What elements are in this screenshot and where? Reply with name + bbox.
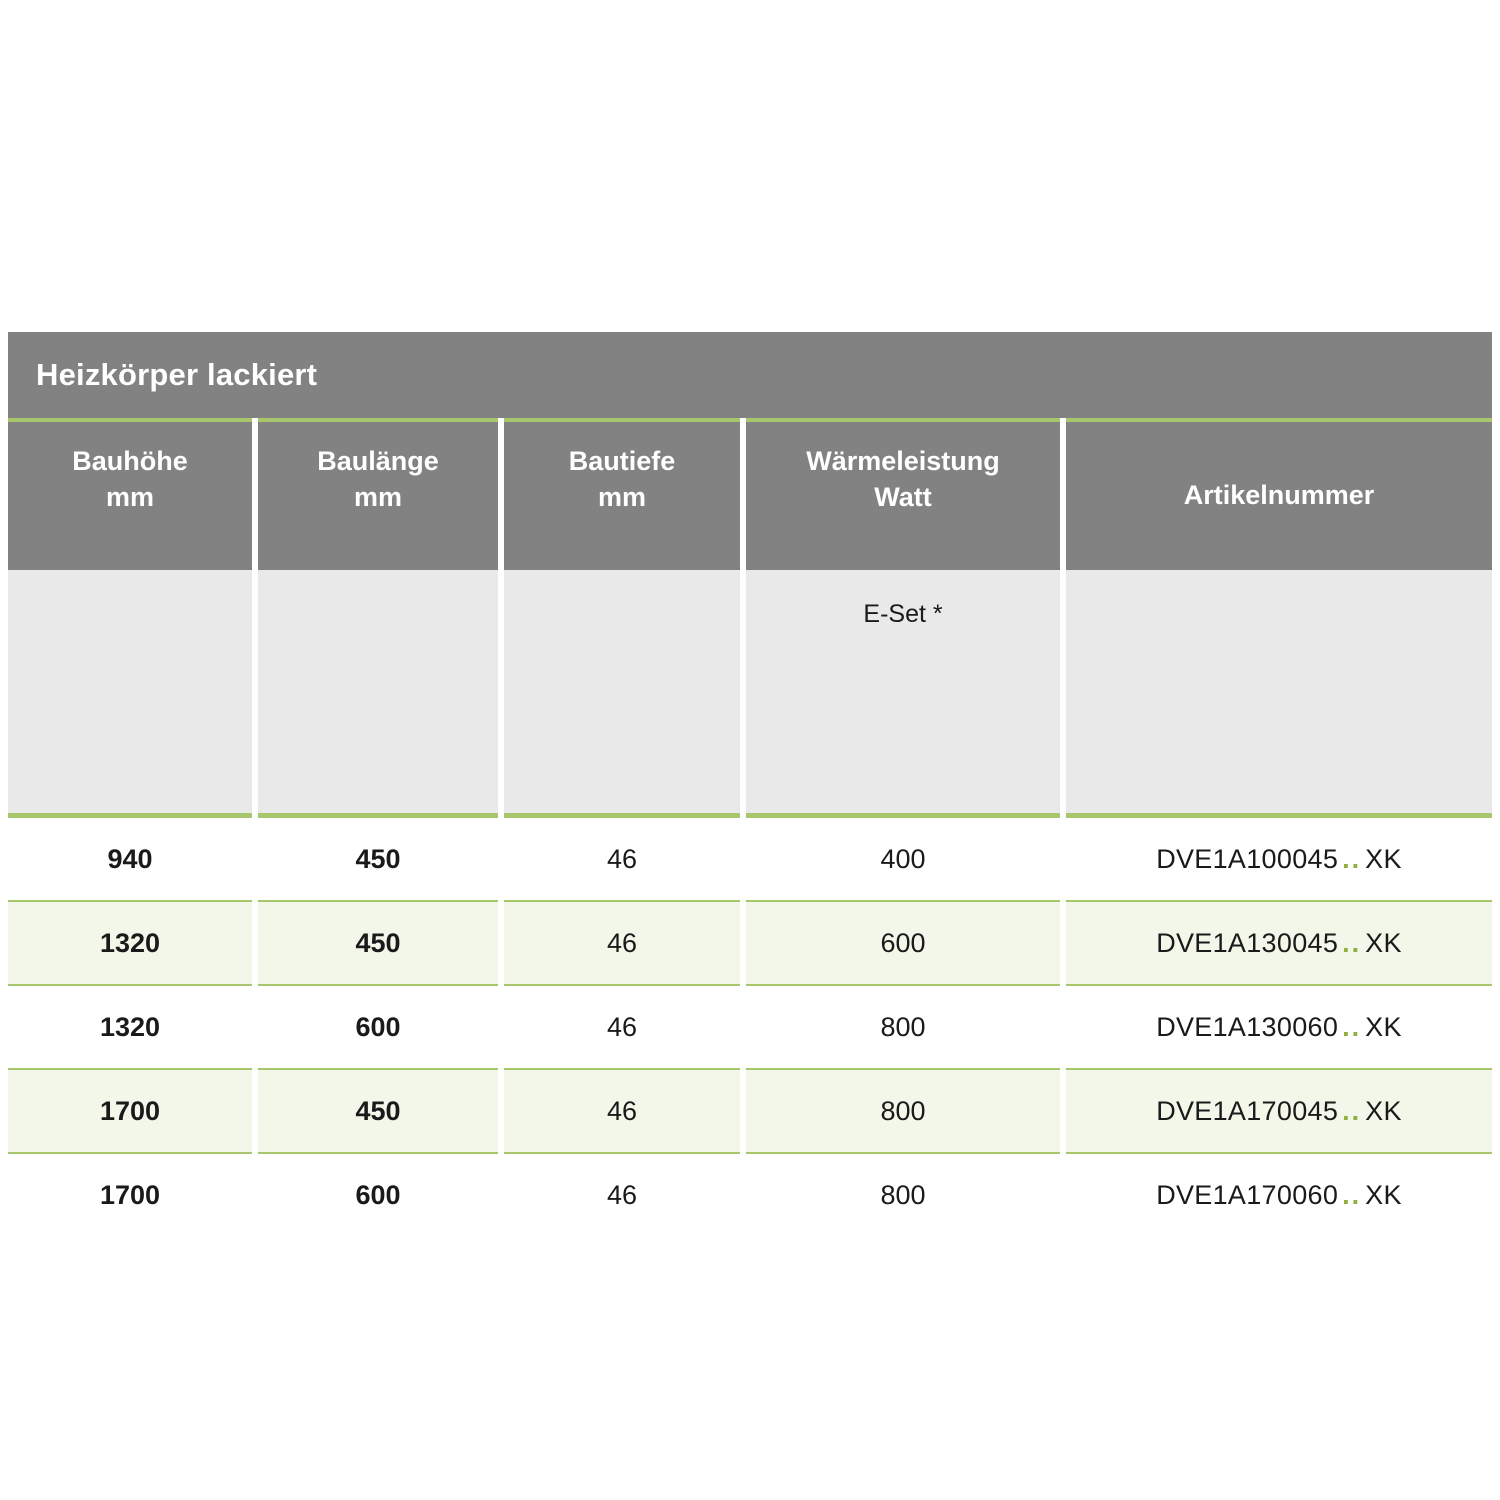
column-header-waermeleistung-line1: Wärmeleistung: [806, 446, 1000, 476]
table-title: Heizkörper lackiert: [8, 332, 1492, 420]
cell-bautiefe: 46: [501, 901, 743, 985]
table-subheader-row: [8, 570, 1492, 816]
cell-baulaenge: 600: [255, 1153, 501, 1236]
cell-watt: 600: [743, 901, 1063, 985]
artikelnummer-prefix: DVE1A170060: [1156, 1179, 1339, 1210]
subheader-cell-bautiefe: [501, 570, 743, 816]
artikelnummer-prefix: DVE1A130045: [1156, 927, 1339, 958]
spec-table-container: [8, 332, 1492, 1236]
column-header-bautiefe-unit: mm: [597, 481, 646, 512]
column-header-artikelnummer: [1063, 420, 1492, 570]
column-header-waermeleistung: [743, 420, 1063, 570]
table-header-row: [8, 420, 1492, 570]
cell-watt: 800: [743, 985, 1063, 1069]
column-header-artikelnummer-line1: Artikelnummer: [1183, 480, 1375, 511]
cell-baulaenge: 450: [255, 1069, 501, 1153]
cell-bautiefe: 46: [501, 1153, 743, 1236]
column-header-baulaenge-unit: mm: [353, 481, 402, 512]
artikelnummer-suffix: XK: [1365, 843, 1402, 874]
table-row: [8, 1153, 1492, 1236]
table-body: [8, 816, 1492, 1237]
column-header-waermeleistung-unit: Watt: [874, 481, 932, 512]
artikelnummer-prefix: DVE1A100045: [1156, 843, 1339, 874]
column-header-baulaenge: [255, 420, 501, 570]
cell-bautiefe: 46: [501, 985, 743, 1069]
column-header-baulaenge-line1: Baulänge: [317, 446, 439, 476]
cell-bauhoehe: 1320: [8, 901, 255, 985]
cell-baulaenge: 450: [255, 816, 501, 902]
cell-artikelnummer: [1063, 1153, 1492, 1236]
artikelnummer-dots: ..: [1342, 1011, 1362, 1042]
column-header-bautiefe-line1: Bautiefe: [568, 446, 676, 476]
cell-bauhoehe: 1700: [8, 1069, 255, 1153]
table-row: [8, 816, 1492, 902]
artikelnummer-suffix: XK: [1365, 1095, 1402, 1126]
column-header-bauhoehe-unit: mm: [105, 481, 154, 512]
radiator-spec-table: [8, 332, 1492, 1236]
subheader-cell-baulaenge: [255, 570, 501, 816]
cell-watt: 800: [743, 1069, 1063, 1153]
artikelnummer-suffix: XK: [1365, 927, 1402, 958]
table-row: [8, 901, 1492, 985]
artikelnummer-prefix: DVE1A170045: [1156, 1095, 1339, 1126]
cell-watt: 800: [743, 1153, 1063, 1236]
subheader-cell-bauhoehe: [8, 570, 255, 816]
cell-bauhoehe: 940: [8, 816, 255, 902]
artikelnummer-dots: ..: [1342, 1179, 1362, 1210]
artikelnummer-dots: ..: [1342, 927, 1362, 958]
cell-bautiefe: 46: [501, 816, 743, 902]
cell-baulaenge: 600: [255, 985, 501, 1069]
artikelnummer-dots: ..: [1342, 843, 1362, 874]
column-header-bauhoehe-line1: Bauhöhe: [72, 446, 188, 476]
table-row: [8, 985, 1492, 1069]
cell-artikelnummer: [1063, 816, 1492, 902]
cell-bautiefe: 46: [501, 1069, 743, 1153]
cell-artikelnummer: [1063, 1069, 1492, 1153]
cell-baulaenge: 450: [255, 901, 501, 985]
column-header-bautiefe: [501, 420, 743, 570]
subheader-cell-eset: E-Set *: [743, 570, 1063, 816]
cell-artikelnummer: [1063, 901, 1492, 985]
cell-artikelnummer: [1063, 985, 1492, 1069]
table-row: [8, 1069, 1492, 1153]
table-title-row: [8, 332, 1492, 420]
column-header-bauhoehe: [8, 420, 255, 570]
subheader-cell-artikelnummer: [1063, 570, 1492, 816]
artikelnummer-suffix: XK: [1365, 1179, 1402, 1210]
cell-bauhoehe: 1700: [8, 1153, 255, 1236]
cell-bauhoehe: 1320: [8, 985, 255, 1069]
artikelnummer-prefix: DVE1A130060: [1156, 1011, 1339, 1042]
artikelnummer-suffix: XK: [1365, 1011, 1402, 1042]
cell-watt: 400: [743, 816, 1063, 902]
artikelnummer-dots: ..: [1342, 1095, 1362, 1126]
